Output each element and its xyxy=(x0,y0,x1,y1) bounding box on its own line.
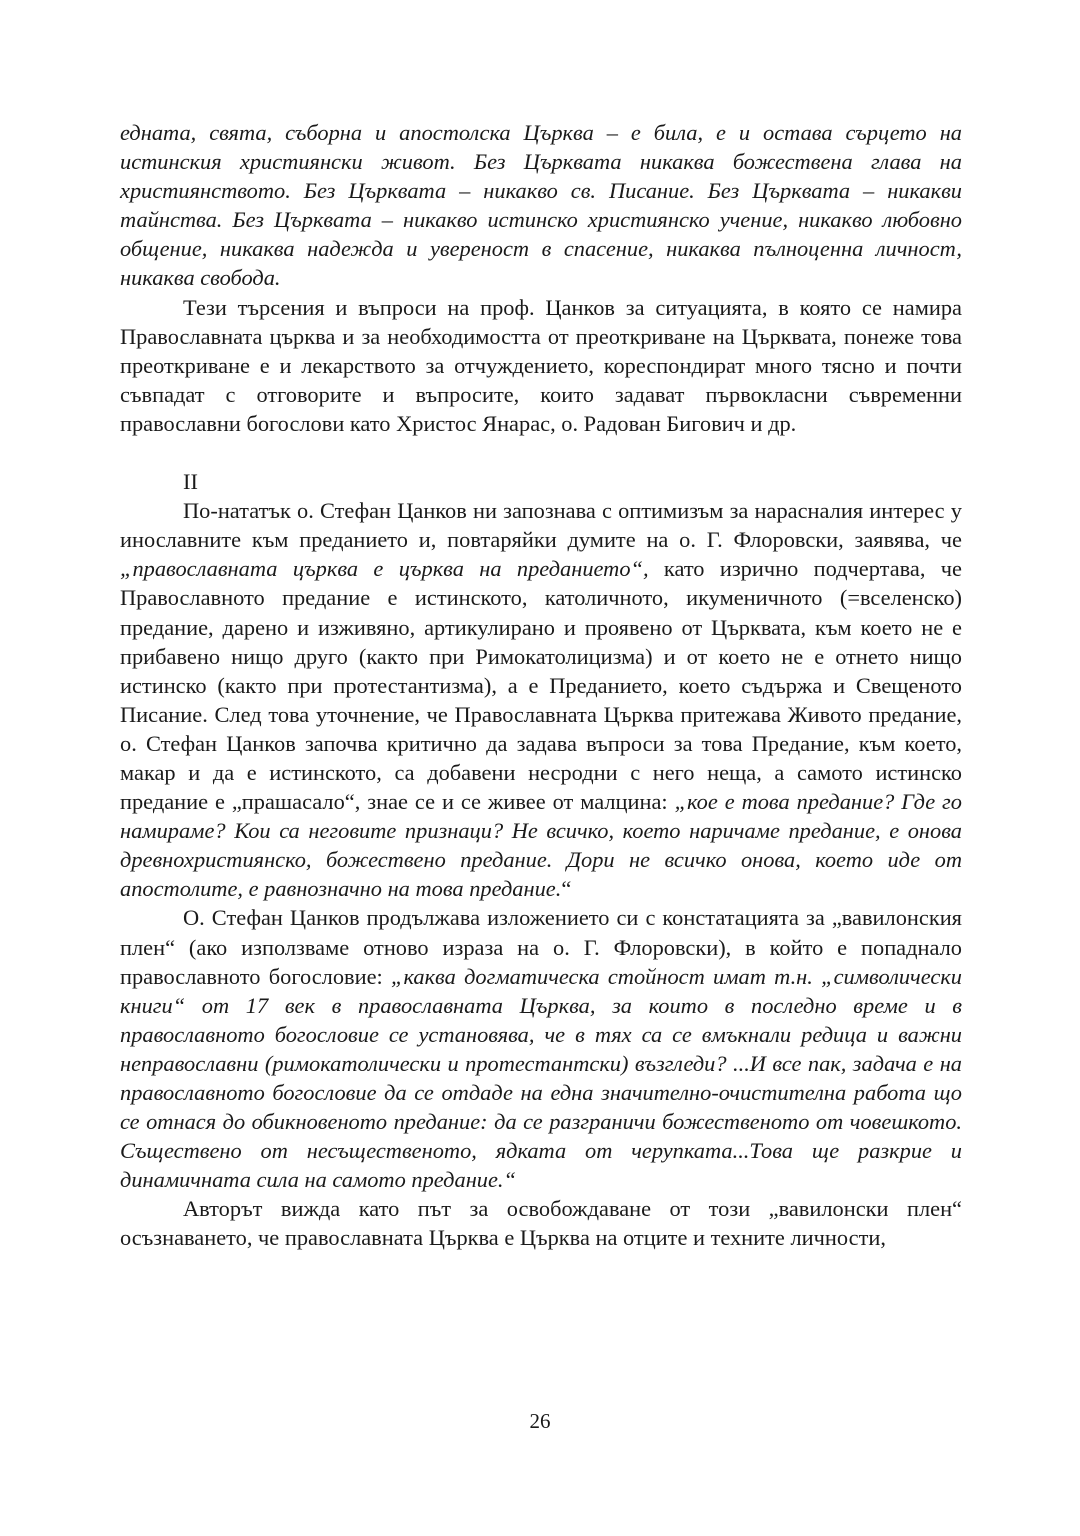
quote-span: „православната църква е църква на преданието“, xyxy=(120,556,649,582)
text-span: По-нататък о. Стефан Цанков ни запознава с оптимизъм за нарасналия интерес у инославните към преданието и, повтаряйки думите на о. Г. Флоровски, заявява, че xyxy=(120,498,962,553)
closing-quote: “ xyxy=(561,876,572,902)
blank-line xyxy=(120,438,962,467)
text-span: като изрично подчертава, че Православното предание е истинското, католичното, икуменичното (=вселенско) предание, дарено и изживяно, артикулирано и проявено от Църквата, към което не е прибавено нищо друго (както при Римокатолицизма) и от което не е отнето нищо истинско (както при протестантизма), а е Преданието, което съдържа и Свещеното Писание. След това уточнение, че Православната Църква притежава Живото предание, о. Стефан Цанков започва критично да задава въпроси за това Предание, към което, макар и да е истинското, са добавени несродни с него неща, а самото истинско предание е „прашасало“, знае се и се живее от малцина: xyxy=(120,556,962,815)
paragraph-babylonian-captivity xyxy=(120,903,962,1194)
paragraph-tradition xyxy=(120,496,962,903)
page-number: 26 xyxy=(529,1409,551,1433)
document-page xyxy=(120,118,962,1253)
paragraph-italic-quote: едната, свята, съборна и апостолска Църква – е била, е и остава сърцето на истинския християнски живот. Без Църквата никаква божествена глава на християнството. Без Църквата – никакво св. Писание. Без Църквата – никакви тайнства. Без Църквата – никакво истинско християнско учение, никакво любовно общение, никаква надежда и увереност в спасение, никаква пълноценна личност, никаква свобода. xyxy=(120,120,962,291)
paragraph-tsankov-questions: Тези търсения и въпроси на проф. Цанков за ситуацията, в която се намира Православната църква и за необходимостта от преоткриване на Църквата, понеже това преоткриване е и лекарството за отчуждението, кореспондират много тясно и почти съвпадат с отговорите и въпросите, които задават първокласни съвременни православни богослови като Христос Янарас, о. Радован Бигович и др. xyxy=(120,294,962,436)
quote-span: „каква догматическа стойност имат т.н. „символически книги“ от 17 век в православната Църква, за които в последно време и в православното богословие се установява, че в тях са се вмъкнали редица и важни неправославни (римокатолически и протестантски) възгледи? ...И все пак, задача е на православното богословие да се отдаде на една значително-очистителна работа що се отнася до обикновеното предание: да се разграничи божественото от човешкото. Съществено от несъщественото, ядката от черупката...Това ще разкрие и динамичната сила на самото предание.“ xyxy=(120,963,962,1193)
quote-span: „кое е това предание? Где го намираме? Кои са неговите признаци? Не всичко, което наричаме предание, е онова древнохристиянско, божествено предание. Дори не всичко онова, което иде от апостолите, е равнозначно на това предание. xyxy=(120,789,962,902)
section-heading: II xyxy=(183,469,198,495)
paragraph-author-path: Авторът вижда като път за освобождаване от този „вавилонски плен“ осъзнаването, че православната Църква е Църква на отците и техните личности, xyxy=(120,1196,962,1251)
text-span: О. Стефан Цанков продължава изложението си с констатацията за „вавилонския плен“ (ако използваме отново израза на о. Г. Флоровски), в който е попаднало православното богословие: xyxy=(120,905,962,989)
